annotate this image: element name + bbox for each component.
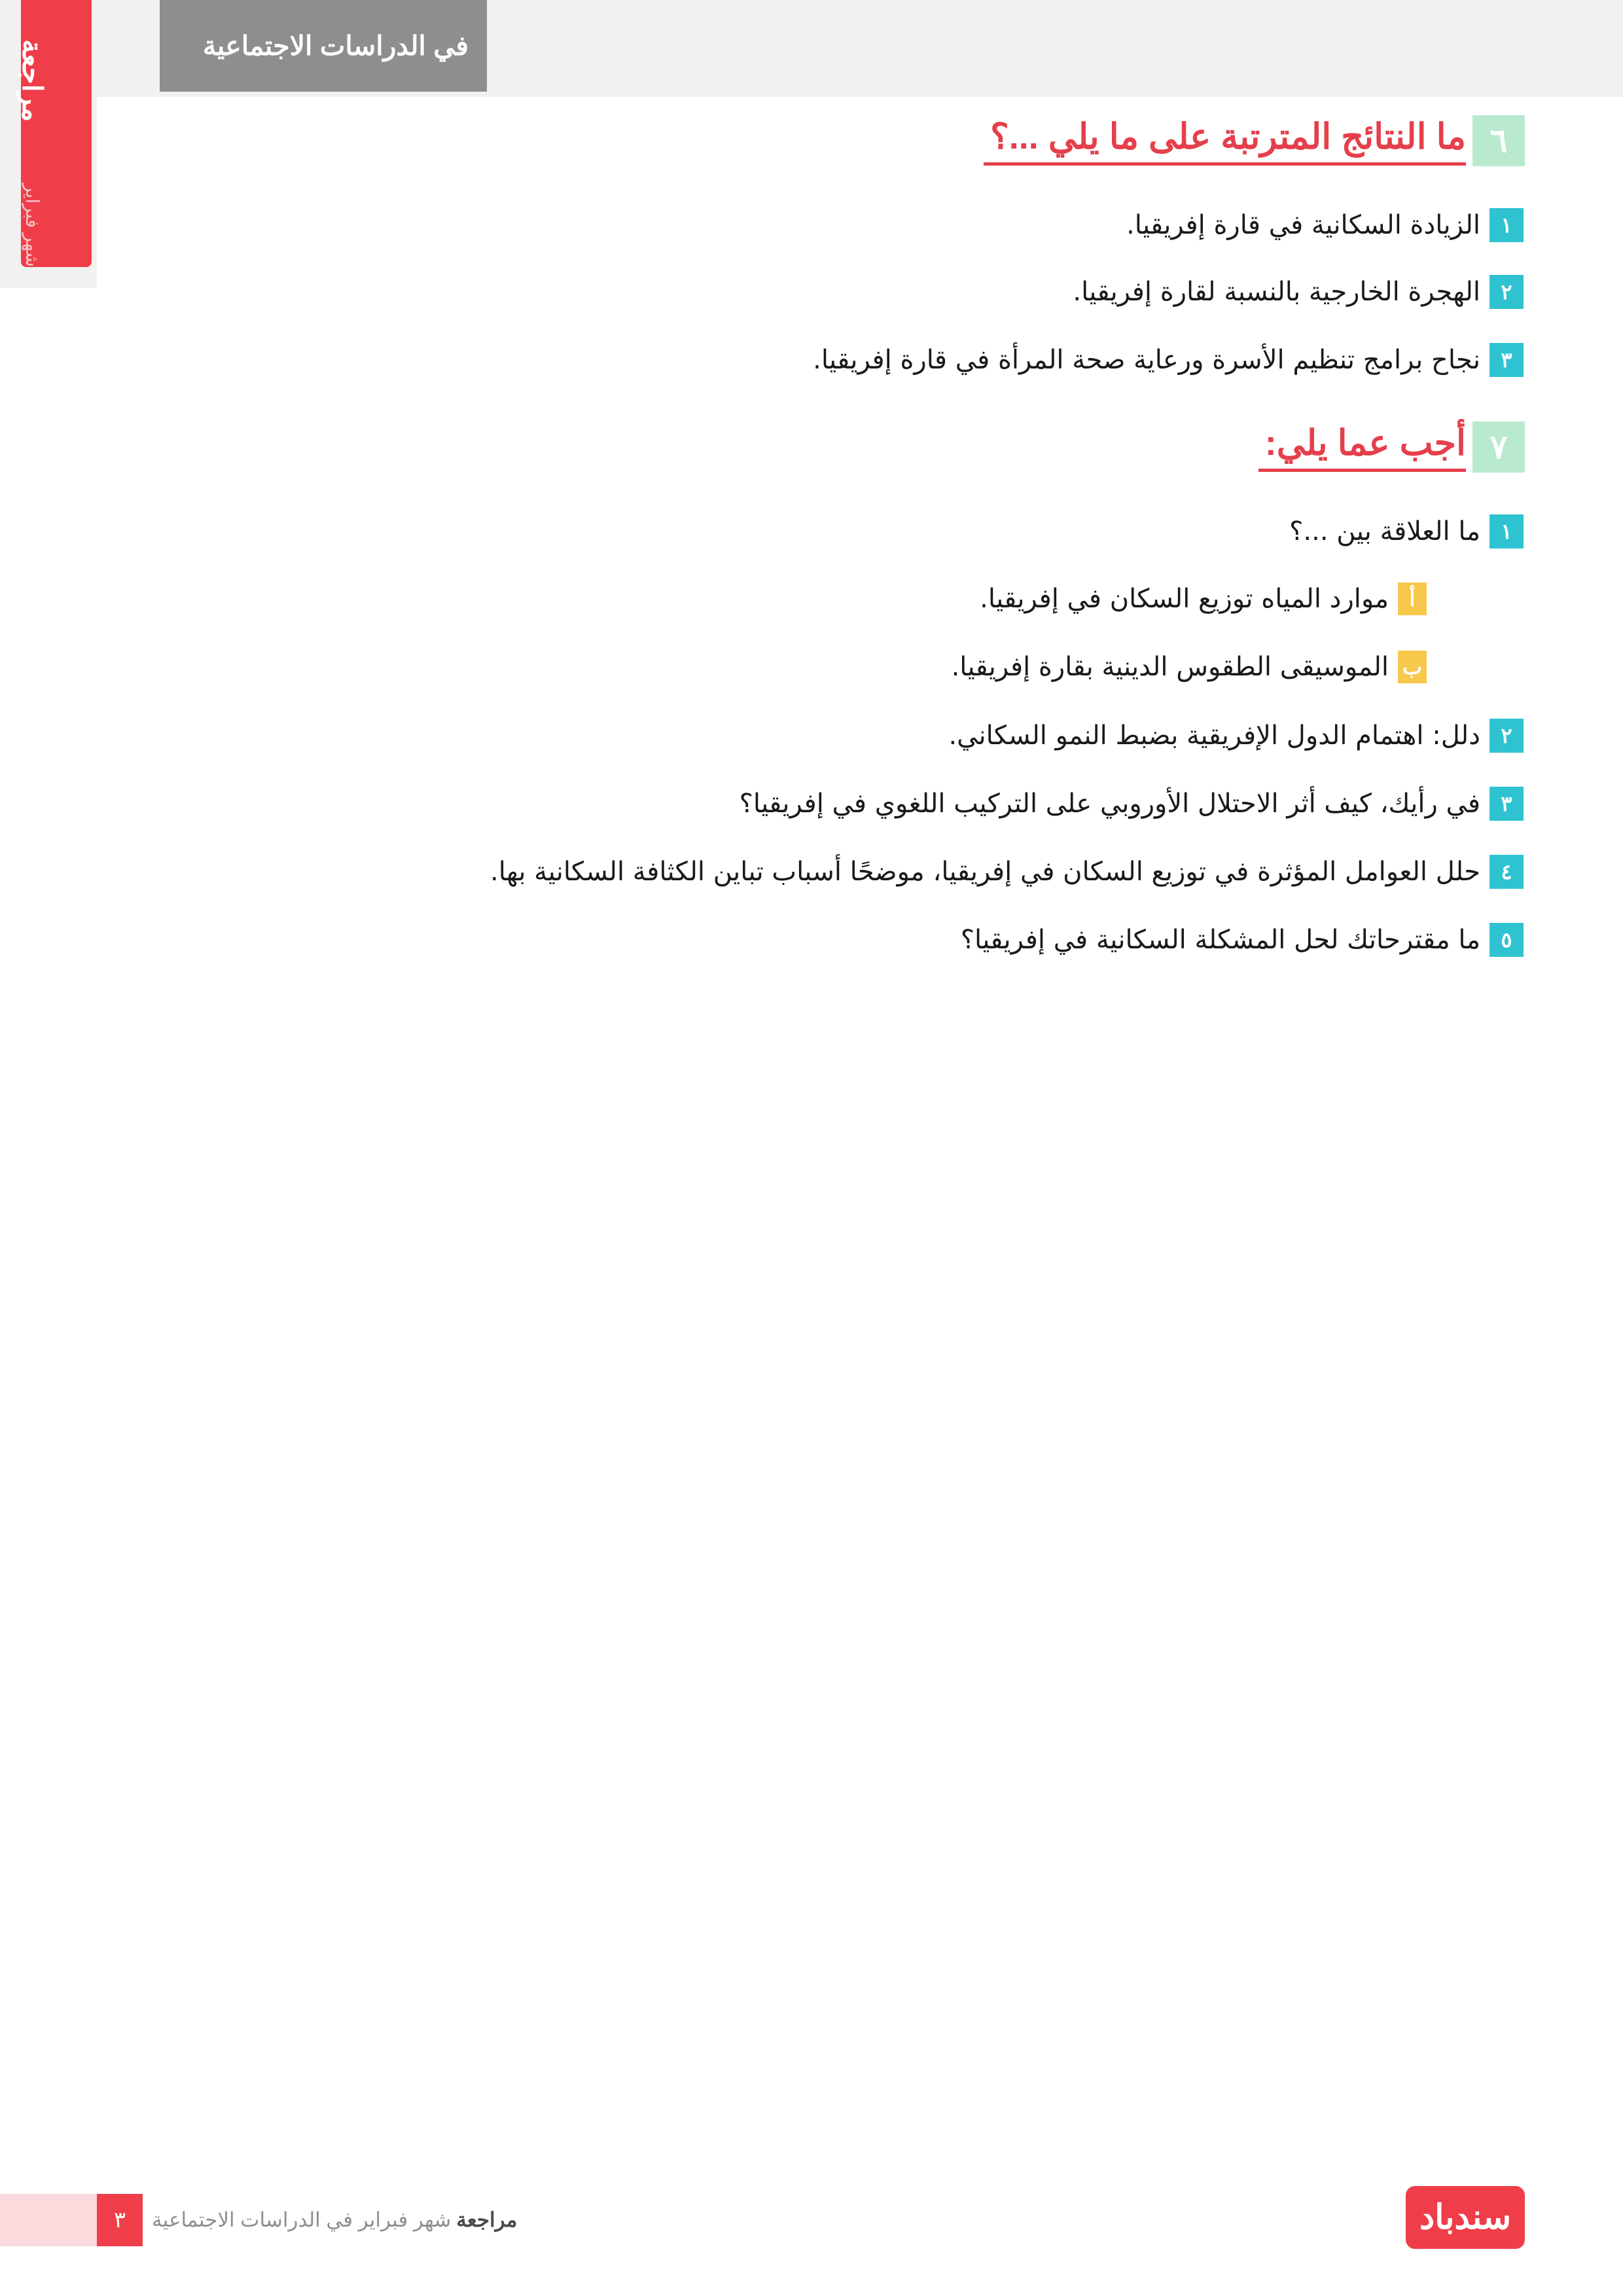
item-number: ٣: [1489, 343, 1524, 377]
sub-item-text: الموسيقى الطقوس الدينية بقارة إفريقيا.: [951, 652, 1389, 682]
item-text: حلل العوامل المؤثرة في توزيع السكان في إفريقيا، موضحًا أسباب تباين الكثافة السكانية بها.: [490, 857, 1480, 887]
question-item: [813, 343, 1524, 377]
item-number: ٢: [1489, 719, 1524, 753]
series-logo: [0, 0, 97, 288]
question-item: [961, 923, 1524, 957]
item-text: الزيادة السكانية في قارة إفريقيا.: [1126, 210, 1480, 240]
section-title: أجب عما يلي:: [1258, 422, 1466, 472]
sub-item-letter: ب: [1398, 651, 1427, 683]
item-text: ما مقترحاتك لحل المشكلة السكانية في إفريقيا؟: [960, 925, 1480, 955]
section-6-heading: [984, 115, 1525, 166]
item-text: دلل: اهتمام الدول الإفريقية بضبط النمو السكاني.: [948, 721, 1480, 751]
brand-logo-text: سندباد: [1419, 2198, 1512, 2236]
item-text: ما العلاقة بين ...؟: [1289, 516, 1480, 547]
section-number: ٧: [1472, 422, 1525, 473]
item-number: ١: [1489, 514, 1524, 548]
footer-accent: [0, 2194, 97, 2246]
item-number: ٣: [1489, 787, 1524, 821]
brand-logo: [1406, 2186, 1525, 2249]
item-number: ٤: [1489, 855, 1524, 889]
question-item: [1073, 275, 1524, 309]
sub-item: [980, 583, 1427, 615]
page-header-title: [160, 0, 487, 92]
item-number: ٢: [1489, 275, 1524, 309]
sub-item-text: موارد المياه توزيع السكان في إفريقيا.: [980, 584, 1389, 614]
question-item: [740, 787, 1524, 821]
question-item: [1289, 514, 1524, 548]
logo-sub-text: شهر فبراير: [22, 183, 43, 267]
footer-text: شهر فبراير في الدراسات الاجتماعية: [152, 2208, 452, 2231]
logo-main-text: مراجعة: [17, 39, 48, 122]
footer-caption: [152, 2194, 517, 2246]
section-7-heading: [1258, 422, 1525, 473]
item-number: ٥: [1489, 923, 1524, 957]
header-title-text: في الدراسات الاجتماعية: [202, 31, 469, 61]
item-number: ١: [1489, 208, 1524, 242]
footer-bold-text: مراجعة: [456, 2208, 518, 2231]
question-item: [948, 719, 1524, 753]
sub-item-letter: أ: [1398, 583, 1427, 615]
question-item: [1126, 208, 1524, 242]
section-title: ما النتائج المترتبة على ما يلي ...؟: [984, 116, 1466, 166]
section-number: ٦: [1472, 115, 1525, 166]
item-text: الهجرة الخارجية بالنسبة لقارة إفريقيا.: [1073, 277, 1480, 307]
question-item: [490, 855, 1524, 889]
sub-item: [952, 651, 1427, 683]
item-text: في رأيك، كيف أثر الاحتلال الأوروبي على التركيب اللغوي في إفريقيا؟: [739, 789, 1480, 819]
page-number: ٣: [97, 2194, 143, 2246]
logo-text-group: [0, 20, 68, 287]
item-text: نجاح برامج تنظيم الأسرة ورعاية صحة المرأة في قارة إفريقيا.: [813, 345, 1480, 375]
